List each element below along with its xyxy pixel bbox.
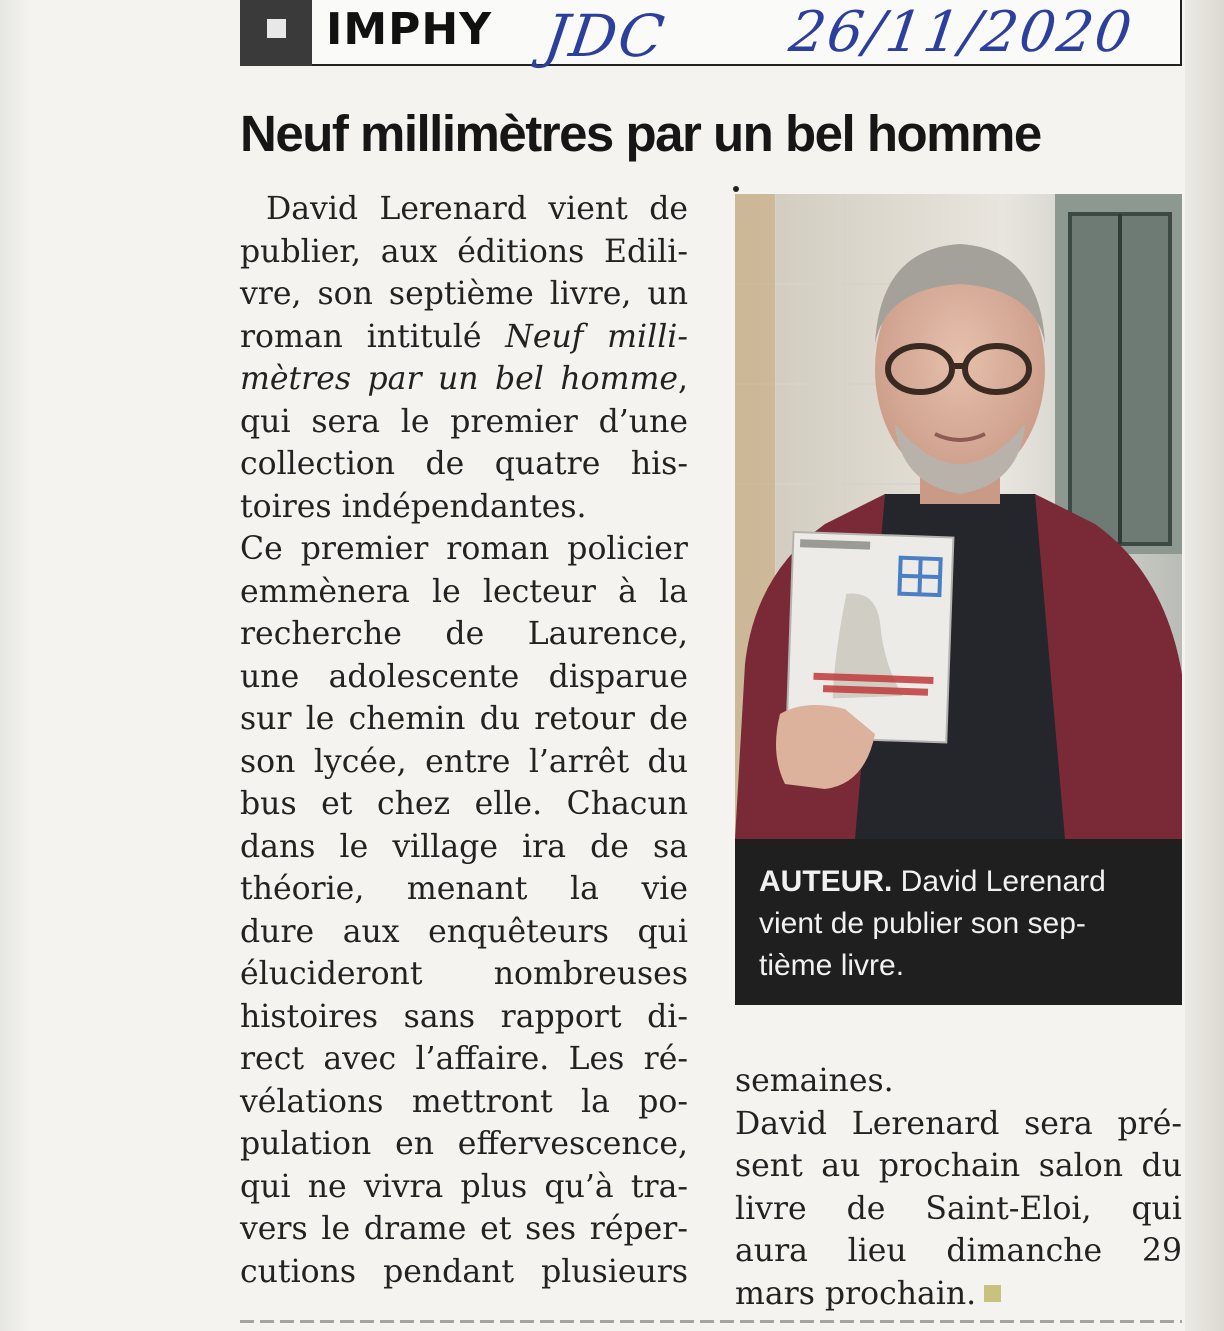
caption-line: tième livre.	[759, 949, 905, 982]
body-line: dans le village ira de sa	[240, 828, 688, 865]
section-marker-square-icon	[267, 19, 286, 38]
caption-line: David Lerenard	[892, 865, 1106, 898]
handwritten-source-note: JDC	[540, 2, 670, 70]
body-line: vre, son septième livre, un	[240, 276, 688, 312]
body-line: semaines.	[735, 1063, 894, 1099]
article-body-right-column	[735, 1060, 1182, 1315]
author-photo	[735, 194, 1182, 839]
body-line: sent au prochain salon du	[735, 1148, 1182, 1184]
section-name: IMPHY	[326, 4, 493, 55]
body-line: qui ne vivra plus qu’à tra-	[240, 1168, 688, 1205]
adjacent-page-bleed	[1185, 0, 1224, 1331]
body-line: collection de quatre his-	[240, 446, 688, 482]
body-line: livre de Saint-Eloi, qui	[735, 1190, 1182, 1227]
body-line-text: roman intitulé	[240, 318, 506, 355]
article-body-left-column	[240, 188, 688, 1293]
print-dot	[733, 186, 739, 192]
end-of-article-square-icon	[984, 1285, 1001, 1302]
article-headline: Neuf millimètres par un bel homme	[240, 105, 1041, 162]
body-line: une adolescente disparue	[240, 658, 688, 695]
bottom-rule	[240, 1320, 1182, 1323]
body-line: histoires sans rapport di-	[240, 998, 688, 1035]
body-line: qui sera le premier d’une	[240, 403, 688, 440]
body-line-with-title	[240, 358, 688, 401]
body-line: toires indépendantes.	[240, 488, 587, 525]
body-line: son lycée, entre l’arrêt du	[240, 743, 688, 780]
body-line-with-title	[240, 316, 688, 359]
body-line: vers le drame et ses réper-	[240, 1211, 688, 1247]
body-line: David Lerenard vient de	[266, 191, 688, 227]
body-line: pulation en effervescence,	[240, 1126, 688, 1162]
body-line: rect avec l’affaire. Les ré-	[240, 1041, 688, 1077]
caption-line: vient de publier son sep-	[759, 907, 1086, 940]
body-line: bus et chez elle. Chacun	[240, 786, 688, 822]
body-line: Ce premier roman policier	[240, 531, 688, 567]
body-line-text: ,	[677, 361, 688, 397]
body-line: recherche de Laurence,	[240, 616, 688, 652]
body-line-text: mars prochain.	[735, 1275, 977, 1312]
handwritten-date-note: 26/11/2020	[785, 0, 1138, 65]
book-title-italic: Neuf milli-	[505, 318, 688, 355]
body-line: élucideront nombreuses	[240, 956, 688, 992]
body-line: publier, aux éditions Edili-	[240, 233, 688, 270]
caption-label: AUTEUR.	[759, 865, 893, 898]
body-line: aura lieu dimanche 29	[735, 1233, 1182, 1269]
page-edge-shadow	[0, 0, 30, 1331]
body-line: emmènera le lecteur à la	[240, 573, 688, 610]
body-line: David Lerenard sera pré-	[735, 1105, 1182, 1142]
body-line: cutions pendant plusieurs	[240, 1253, 688, 1290]
body-line: théorie, menant la vie	[240, 871, 688, 907]
body-line: dure aux enquêteurs qui	[240, 913, 688, 950]
body-line: vélations mettront la po-	[240, 1083, 688, 1120]
body-line: sur le chemin du retour de	[240, 701, 688, 737]
body-line-final	[735, 1273, 1182, 1316]
author-photo-illustration	[735, 194, 1182, 839]
book-title-italic: mètres par un bel homme	[240, 361, 678, 397]
photo-caption	[735, 839, 1182, 1005]
